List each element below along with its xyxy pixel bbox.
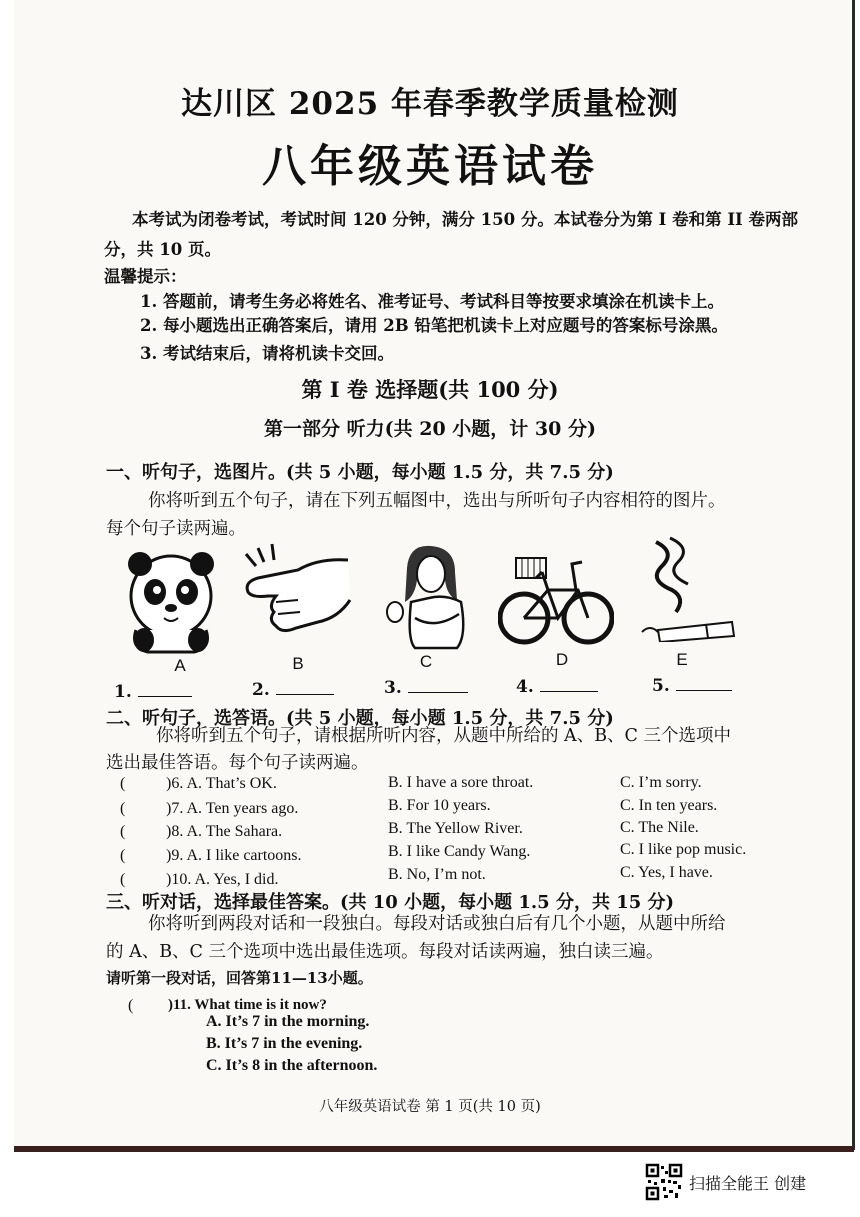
question-6-a: )6. A. That’s OK. — [166, 775, 277, 792]
question-10-bracket[interactable]: ( — [120, 871, 126, 888]
picture-label-e: E — [676, 650, 688, 669]
question-7-c: C. In ten years. — [620, 797, 718, 814]
question-11-option-c: C. It’s 8 in the afternoon. — [206, 1057, 378, 1074]
question-8-bracket[interactable]: ( — [120, 823, 126, 840]
question-8-a: )8. A. The Sahara. — [166, 823, 283, 840]
picture-label-c: C — [419, 652, 433, 671]
section3-instruction-1: 你将听到两段对话和一段独白。每段对话或独白后有几个小题，从题中所给 — [148, 914, 726, 934]
question-9-b: B. I like Candy Wang. — [388, 843, 531, 860]
bicycle-picture — [498, 548, 614, 648]
question-7-bracket[interactable]: ( — [120, 800, 126, 817]
section1-instruction-1: 你将听到五个句子，请在下列五幅图中，选出与所听句子内容相符的图片。 — [148, 491, 726, 511]
question-8-b: B. The Yellow River. — [388, 820, 523, 837]
section1-instruction-2: 每个句子读两遍。 — [106, 519, 246, 539]
question-11-option-b: B. It’s 7 in the evening. — [206, 1035, 363, 1052]
exam-subtitle: 八年级英语试卷 — [262, 141, 598, 192]
question-9-a: )9. A. I like cartoons. — [166, 847, 302, 864]
intro-line-1: 本考试为闭卷考试，考试时间 120 分钟，满分 150 分。本试卷分为第 I 卷和第 II 卷两部 — [132, 210, 798, 229]
blank-number: 1. — [114, 682, 132, 702]
section3-heading: 三、听对话，选择最佳答案。(共 10 小题，每小题 1.5 分，共 15 分) — [106, 892, 675, 913]
blank-number: 4. — [516, 677, 534, 697]
section3-instruction-2: 的 A、B、C 三个选项中选出最佳选项。每段对话读两遍，独白读三遍。 — [106, 942, 664, 962]
question-10-a: )10. A. Yes, I did. — [166, 871, 279, 888]
picture-label-d: D — [555, 650, 569, 669]
question-6-c: C. I’m sorry. — [620, 774, 702, 791]
question-8-c: C. The Nile. — [620, 819, 699, 836]
answer-blank-1[interactable] — [114, 680, 192, 702]
answer-blank-3[interactable] — [384, 676, 468, 698]
question-6-b: B. I have a sore throat. — [388, 774, 534, 791]
answer-blank-4[interactable] — [516, 675, 598, 697]
dialog-1-instruction: 请听第一段对话，回答第11—13小题。 — [106, 969, 373, 987]
question-10-b: B. No, I’m not. — [388, 866, 486, 883]
answer-blank-5[interactable] — [652, 674, 732, 696]
qr-code-icon — [645, 1163, 683, 1201]
tip-1: 1. 答题前，请考生务必将姓名、准考证号、考试科目等按要求填涂在机读卡上。 — [140, 292, 724, 311]
question-6-bracket[interactable]: ( — [120, 775, 126, 792]
sore-finger-picture — [238, 540, 353, 640]
section1-heading: 一、听句子，选图片。(共 5 小题，每小题 1.5 分，共 7.5 分) — [106, 462, 614, 483]
section2-heading: 二、听句子，选答语。(共 5 小题，每小题 1.5 分，共 7.5 分) — [106, 708, 614, 729]
tip-3: 3. 考试结束后，请将机读卡交回。 — [140, 344, 394, 363]
exam-title: 达川区 2025 年春季教学质量检测 — [181, 86, 679, 122]
question-11-stem: )11. What time is it now? — [168, 997, 327, 1013]
question-9-bracket[interactable]: ( — [120, 847, 126, 864]
scanner-credit: 扫描全能王 创建 — [689, 1173, 807, 1193]
volume-title: 第 I 卷 选择题(共 100 分) — [301, 377, 559, 402]
picture-label-b: B — [292, 654, 304, 673]
question-11-bracket[interactable]: ( — [128, 997, 134, 1014]
answer-blank-2[interactable] — [252, 678, 334, 700]
question-10-c: C. Yes, I have. — [620, 864, 713, 881]
stomachache-picture — [385, 540, 475, 650]
picture-label-a: A — [174, 656, 186, 675]
question-9-c: C. I like pop music. — [620, 841, 747, 858]
blank-number: 3. — [384, 678, 402, 698]
scanner-watermark — [645, 1163, 806, 1201]
page-footer: 八年级英语试卷 第 1 页(共 10 页) — [319, 1099, 541, 1115]
cigarette-picture — [636, 532, 746, 642]
tips-title: 温馨提示： — [104, 267, 187, 286]
tip-2: 2. 每小题选出正确答案后，请用 2B 铅笔把机读卡上对应题号的答案标号涂黑。 — [140, 316, 728, 335]
intro-line-2: 分，共 10 页。 — [104, 240, 221, 259]
question-7-b: B. For 10 years. — [388, 797, 491, 814]
part-title: 第一部分 听力(共 20 小题，计 30 分) — [264, 418, 596, 440]
question-7-a: )7. A. Ten years ago. — [166, 800, 299, 817]
blank-number: 2. — [252, 680, 270, 700]
question-11-option-a: A. It’s 7 in the morning. — [206, 1013, 370, 1030]
section2-instruction-2: 选出最佳答语。每个句子读两遍。 — [106, 753, 369, 773]
panda-picture — [126, 548, 216, 658]
section2-instruction-1: 你将听到五个句子，请根据所听内容，从题中所给的 A、B、C 三个选项中 — [156, 726, 732, 746]
paper-edge — [14, 1146, 854, 1152]
blank-number: 5. — [652, 676, 670, 696]
